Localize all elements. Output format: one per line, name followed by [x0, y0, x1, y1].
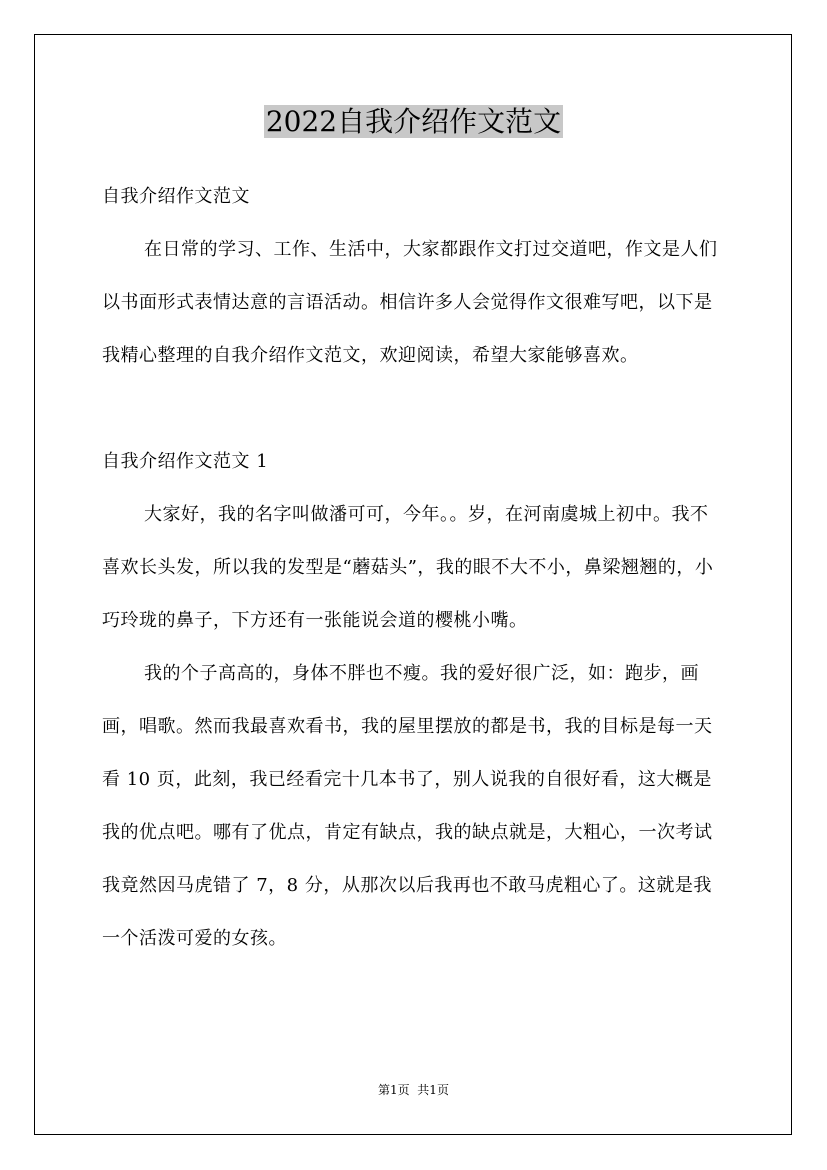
section-heading-2: 自我介绍作文范文 1: [102, 451, 269, 472]
section-heading-1: 自我介绍作文范文: [102, 186, 250, 207]
section-spacer: [102, 382, 726, 435]
document-title-text: 2022自我介绍作文范文: [265, 105, 562, 138]
document-title: [0, 102, 827, 142]
document-body: [102, 170, 726, 965]
body-paragraph-2: 我的个子高高的，身体不胖也不瘦。我的爱好很广泛，如：跑步，画画，唱歌。然而我最喜欢看书，我的屋里摆放的都是书，我的目标是每一天看 10 页，此刻，我已经看完十几本书了，别人说我的自很好看，这大概是我的优点吧。哪有了优点，肯定有缺点，我的缺点就是，大粗心，一次考试我竟然因马虎错了 7，8 分，从那次以后我再也不敢马虎粗心了。这就是我一个活泼可爱的女孩。: [102, 663, 713, 949]
page-footer: 第1页 共1页: [378, 1083, 449, 1097]
body-paragraph-1: 大家好，我的名字叫做潘可可，今年。。岁，在河南虞城上初中。我不喜欢长头发，所以我的发型是“蘑菇头”，我的眼不大不小，鼻梁翘翘的，小巧玲珑的鼻子，下方还有一张能说会道的樱桃小嘴。: [102, 504, 714, 631]
intro-paragraph: 在日常的学习、工作、生活中，大家都跟作文打过交道吧，作文是人们以书面形式表情达意的言语活动。相信许多人会觉得作文很难写吧，以下是我精心整理的自我介绍作文范文，欢迎阅读，希望大家能够喜欢。: [102, 239, 718, 366]
